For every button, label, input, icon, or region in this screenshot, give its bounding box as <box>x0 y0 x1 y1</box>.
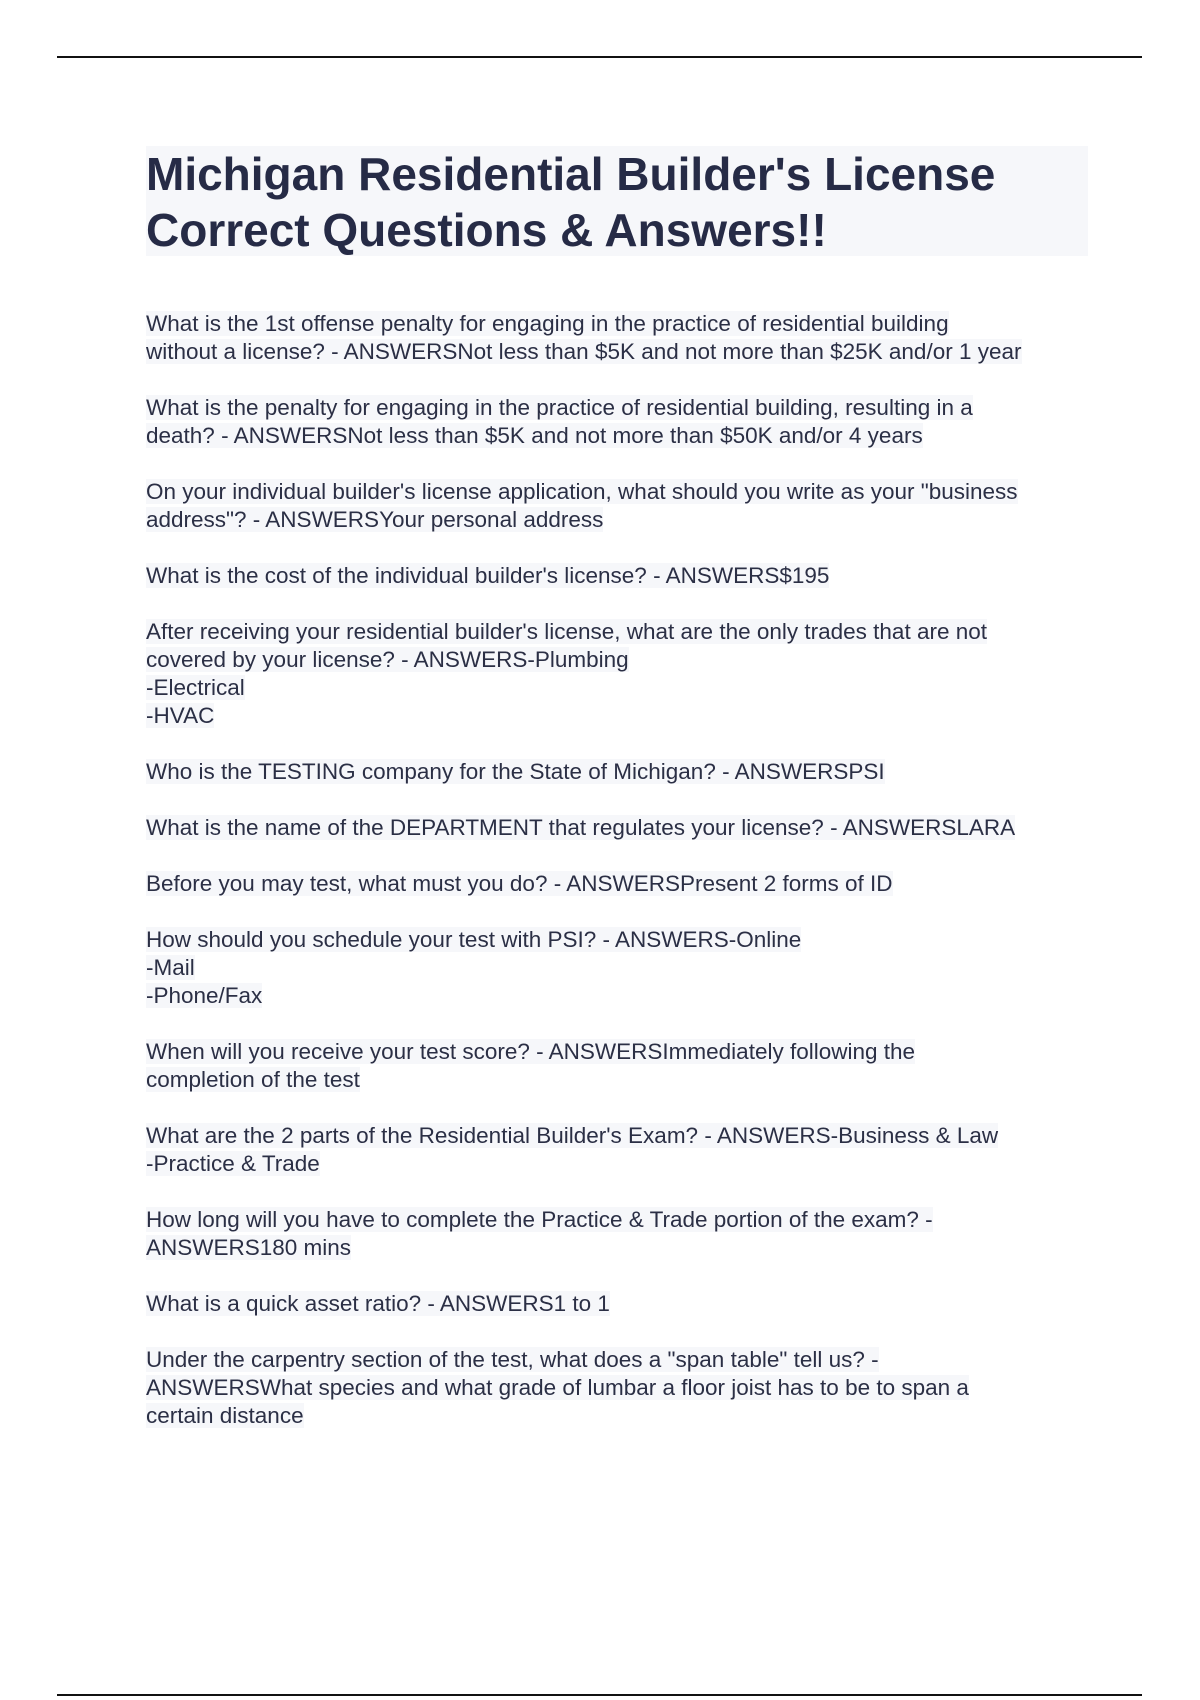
qa-item <box>146 1346 1106 1430</box>
qa-line-text: -Practice & Trade <box>146 1151 320 1176</box>
qa-line <box>146 478 1106 506</box>
document-title <box>146 146 1088 256</box>
qa-line <box>146 1290 1106 1318</box>
qa-line <box>146 758 1106 786</box>
qa-line-text: covered by your license? - ANSWERS-Plumbing <box>146 647 629 672</box>
qa-line <box>146 1234 1106 1262</box>
bottom-rule <box>57 1694 1142 1696</box>
qa-item <box>146 394 1106 450</box>
qa-line <box>146 1206 1106 1234</box>
qa-line-text: certain distance <box>146 1403 304 1428</box>
qa-item <box>146 1038 1106 1094</box>
qa-line-text: Who is the TESTING company for the State of Michigan? - ANSWERSPSI <box>146 759 885 784</box>
qa-line <box>146 870 1106 898</box>
qa-line-text: -Phone/Fax <box>146 983 263 1008</box>
qa-item <box>146 310 1106 366</box>
qa-line-text: without a license? - ANSWERSNot less than $5K and not more than $25K and/or 1 year <box>146 339 1022 364</box>
qa-line-text: What is the penalty for engaging in the practice of residential building, resulting in a <box>146 395 973 420</box>
qa-item <box>146 814 1106 842</box>
qa-line <box>146 702 1106 730</box>
qa-line <box>146 1346 1106 1374</box>
title-line-1: Michigan Residential Builder's License <box>146 148 996 200</box>
qa-line <box>146 814 1106 842</box>
qa-item <box>146 1122 1106 1178</box>
qa-line <box>146 646 1106 674</box>
qa-line-text: Under the carpentry section of the test, what does a "span table" tell us? - <box>146 1347 879 1372</box>
qa-line <box>146 926 1106 954</box>
qa-line-text: After receiving your residential builder's license, what are the only trades that are not <box>146 619 987 644</box>
qa-line <box>146 1038 1106 1066</box>
qa-line-text: On your individual builder's license application, what should you write as your "business <box>146 479 1018 504</box>
qa-list <box>146 310 1106 1458</box>
qa-line <box>146 338 1106 366</box>
qa-line <box>146 1066 1106 1094</box>
qa-line-text: When will you receive your test score? - ANSWERSImmediately following the <box>146 1039 916 1064</box>
qa-line <box>146 1150 1106 1178</box>
qa-item <box>146 758 1106 786</box>
qa-line <box>146 562 1106 590</box>
qa-line-text: death? - ANSWERSNot less than $5K and not more than $50K and/or 4 years <box>146 423 923 448</box>
qa-line-text: -HVAC <box>146 703 215 728</box>
qa-item <box>146 478 1106 534</box>
qa-line <box>146 310 1106 338</box>
qa-line-text: What is the name of the DEPARTMENT that regulates your license? - ANSWERSLARA <box>146 815 1016 840</box>
qa-line-text: What are the 2 parts of the Residential Builder's Exam? - ANSWERS-Business & Law <box>146 1123 999 1148</box>
qa-line <box>146 1402 1106 1430</box>
qa-line-text: How should you schedule your test with PSI? - ANSWERS-Online <box>146 927 802 952</box>
qa-item <box>146 1290 1106 1318</box>
qa-line-text: What is the 1st offense penalty for engaging in the practice of residential building <box>146 311 949 336</box>
qa-item <box>146 1206 1106 1262</box>
qa-line <box>146 954 1106 982</box>
qa-line <box>146 1122 1106 1150</box>
qa-line <box>146 1374 1106 1402</box>
qa-line-text: Before you may test, what must you do? - ANSWERSPresent 2 forms of ID <box>146 871 893 896</box>
qa-line-text: completion of the test <box>146 1067 360 1092</box>
qa-line <box>146 422 1106 450</box>
qa-item <box>146 618 1106 730</box>
qa-item <box>146 926 1106 1010</box>
qa-line-text: ANSWERSWhat species and what grade of lumbar a floor joist has to be to span a <box>146 1375 969 1400</box>
qa-line <box>146 506 1106 534</box>
title-line-2: Correct Questions & Answers!! <box>146 204 827 256</box>
qa-item <box>146 870 1106 898</box>
qa-line-text: What is the cost of the individual builder's license? - ANSWERS$195 <box>146 563 830 588</box>
top-rule <box>57 56 1142 58</box>
qa-line-text: What is a quick asset ratio? - ANSWERS1 to 1 <box>146 1291 610 1316</box>
qa-line-text: address"? - ANSWERSYour personal address <box>146 507 604 532</box>
qa-line-text: -Mail <box>146 955 195 980</box>
qa-line <box>146 618 1106 646</box>
qa-line <box>146 394 1106 422</box>
qa-item <box>146 562 1106 590</box>
qa-line <box>146 982 1106 1010</box>
qa-line-text: How long will you have to complete the Practice & Trade portion of the exam? - <box>146 1207 933 1232</box>
qa-line-text: -Electrical <box>146 675 245 700</box>
qa-line <box>146 674 1106 702</box>
qa-line-text: ANSWERS180 mins <box>146 1235 352 1260</box>
